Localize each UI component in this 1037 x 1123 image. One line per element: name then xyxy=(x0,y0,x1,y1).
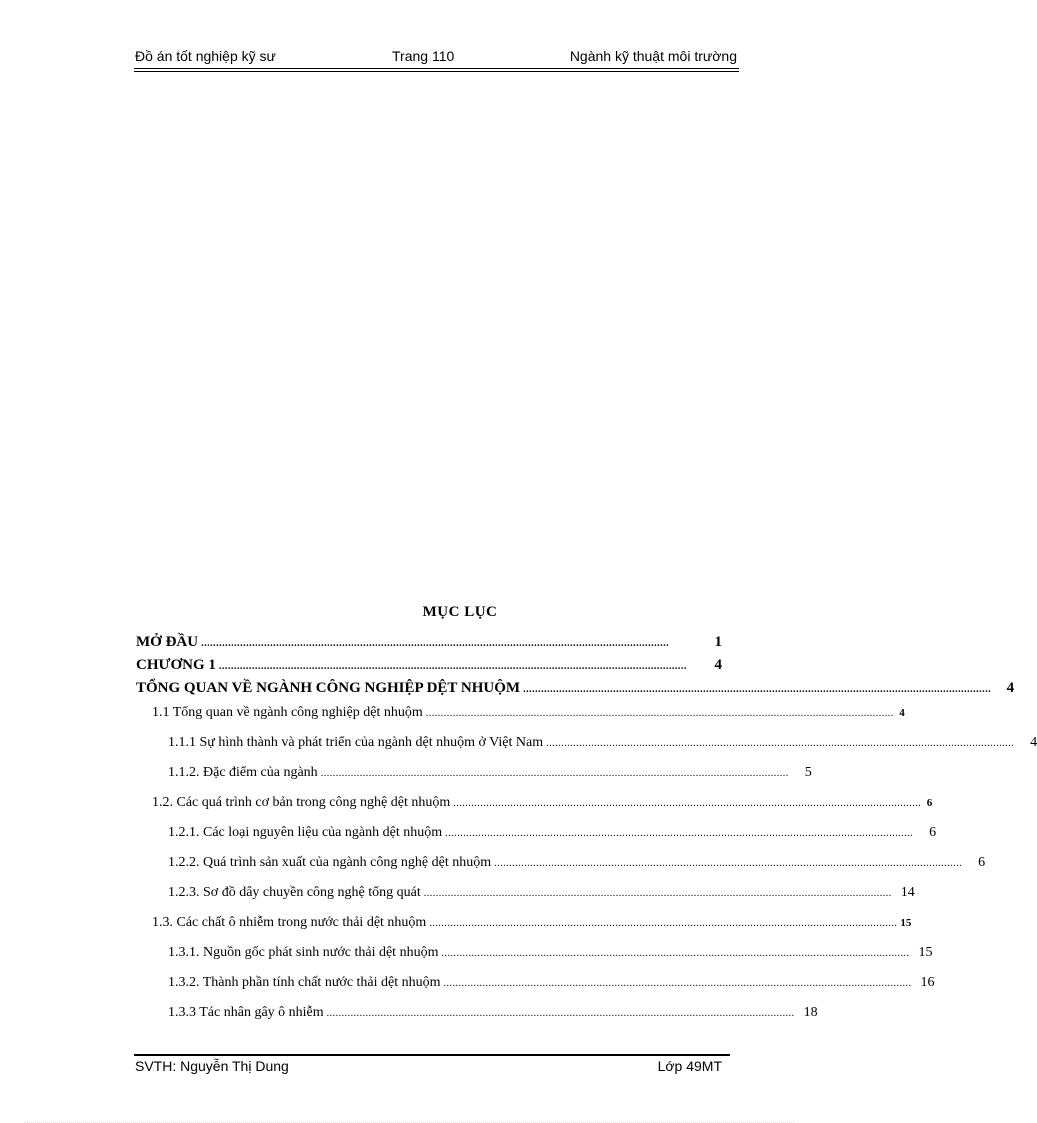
toc-entry-page: 6 xyxy=(978,855,986,870)
toc-entry-label: 1.2.2. Quá trình sản xuất của ngành công nghệ dệt nhuộm xyxy=(168,855,492,870)
toc-leader-dots: ............................................................................................................................................................ xyxy=(320,768,789,779)
toc-entry-chapter-1-title[interactable] xyxy=(136,678,1015,698)
toc-entry-page: 4 xyxy=(714,657,722,673)
header-major: Ngành kỹ thuật môi trường xyxy=(569,48,737,64)
toc-entry-label: 1.3. Các chất ô nhiễm trong nước thải dệt nhuộm xyxy=(152,915,427,930)
toc-entry-label: 1.1 Tổng quan về ngành công nghiệp dệt nhuộm xyxy=(152,705,423,720)
toc-entry-page: 15 xyxy=(900,917,912,929)
page-footer xyxy=(134,1058,730,1078)
toc-entry-page: 1 xyxy=(714,634,722,650)
toc-entry-1-3-3[interactable] xyxy=(168,1003,818,1023)
toc-entry-page: 4 xyxy=(1006,680,1015,696)
toc-leader-dots: ............................................................................................................................................................ xyxy=(445,828,914,839)
header-page-number: Trang 110 xyxy=(392,48,455,64)
toc-entry-page: 6 xyxy=(926,797,933,809)
toc-leader-dots: ............................................................................................................................................................ xyxy=(443,978,912,989)
header-document-type: Đồ án tốt nghiệp kỹ sư xyxy=(135,48,276,64)
toc-entry-1-3-2[interactable] xyxy=(168,973,935,993)
toc-entry-page: 6 xyxy=(929,825,937,840)
toc-entry-label: TỔNG QUAN VỀ NGÀNH CÔNG NGHIỆP DỆT NHUỘM xyxy=(136,680,521,696)
toc-entry-1-2[interactable] xyxy=(152,793,933,813)
toc-entry-1-1[interactable] xyxy=(152,703,905,723)
toc-entry-1-2-2[interactable] xyxy=(168,853,986,873)
toc-leader-dots: ............................................................................................................................................................ xyxy=(453,798,922,809)
toc-entry-label: CHƯƠNG 1 xyxy=(136,657,216,673)
toc-title: MỤC LỤC xyxy=(422,604,498,620)
toc-entry-label: MỞ ĐẦU xyxy=(136,634,199,650)
toc-entry-page: 18 xyxy=(803,1005,818,1020)
toc-entry-label: 1.2.3. Sơ đồ dây chuyền công nghệ tổng quát xyxy=(168,885,421,900)
toc-entry-label: 1.3.1. Nguồn gốc phát sinh nước thải dệt nhuộm xyxy=(168,945,439,960)
toc-entry-1-3-1[interactable] xyxy=(168,943,933,963)
footer-class: Lớp 49MT xyxy=(657,1058,722,1074)
toc-entry-label: 1.3.3 Tác nhân gây ô nhiễm xyxy=(168,1005,324,1020)
toc-entry-label: 1.1.1 Sự hình thành và phát triển của ngành dệt nhuộm ở Việt Nam xyxy=(168,735,544,750)
toc-leader-dots: ............................................................................................................................................................ xyxy=(546,738,1015,749)
toc-entry-label: 1.3.2. Thành phần tính chất nước thải dệt nhuộm xyxy=(168,975,441,990)
toc-entry-1-3[interactable] xyxy=(152,913,912,933)
toc-entry-1-2-3[interactable] xyxy=(168,883,915,903)
toc-entry-1-1-2[interactable] xyxy=(168,763,812,783)
toc-leader-dots: ............................................................................................................................................................ xyxy=(201,638,670,649)
footer-student-name: SVTH: Nguyễn Thị Dung xyxy=(135,1058,289,1074)
toc-entry-page: 15 xyxy=(918,945,933,960)
toc-leader-dots: ............................................................................................................................................................ xyxy=(429,918,898,929)
toc-leader-dots: ............................................................................................................................................................ xyxy=(523,684,992,695)
toc-entry-intro[interactable] xyxy=(136,632,722,652)
toc-entry-1-1-1[interactable] xyxy=(168,733,1037,753)
toc-entry-page: 4 xyxy=(899,707,905,719)
toc-entry-label: 1.2. Các quá trình cơ bản trong công nghệ dệt nhuộm xyxy=(152,795,451,810)
toc-entry-chapter-1[interactable] xyxy=(136,655,722,675)
toc-leader-dots: ............................................................................................................................................................ xyxy=(494,858,963,869)
toc-leader-dots: ............................................................................................................................................................ xyxy=(423,888,892,899)
toc-leader-dots: ............................................................................................................................................................ xyxy=(425,708,894,719)
toc-leader-dots: ............................................................................................................................................................ xyxy=(326,1008,795,1019)
toc-entry-label: 1.2.1. Các loại nguyên liệu của ngành dệt nhuộm xyxy=(168,825,443,840)
toc-entry-page: 16 xyxy=(920,975,935,990)
toc-entry-1-2-1[interactable] xyxy=(168,823,937,843)
toc-leader-dots: ............................................................................................................................................................ xyxy=(218,661,687,672)
toc-entry-label: 1.1.2. Đặc điểm của ngành xyxy=(168,765,318,780)
toc-entry-page: 4 xyxy=(1030,735,1037,750)
toc-entry-page: 5 xyxy=(804,765,812,780)
footer-divider xyxy=(134,1054,730,1056)
toc-leader-dots: ............................................................................................................................................................ xyxy=(441,948,910,959)
toc-entry-page: 14 xyxy=(900,885,915,900)
